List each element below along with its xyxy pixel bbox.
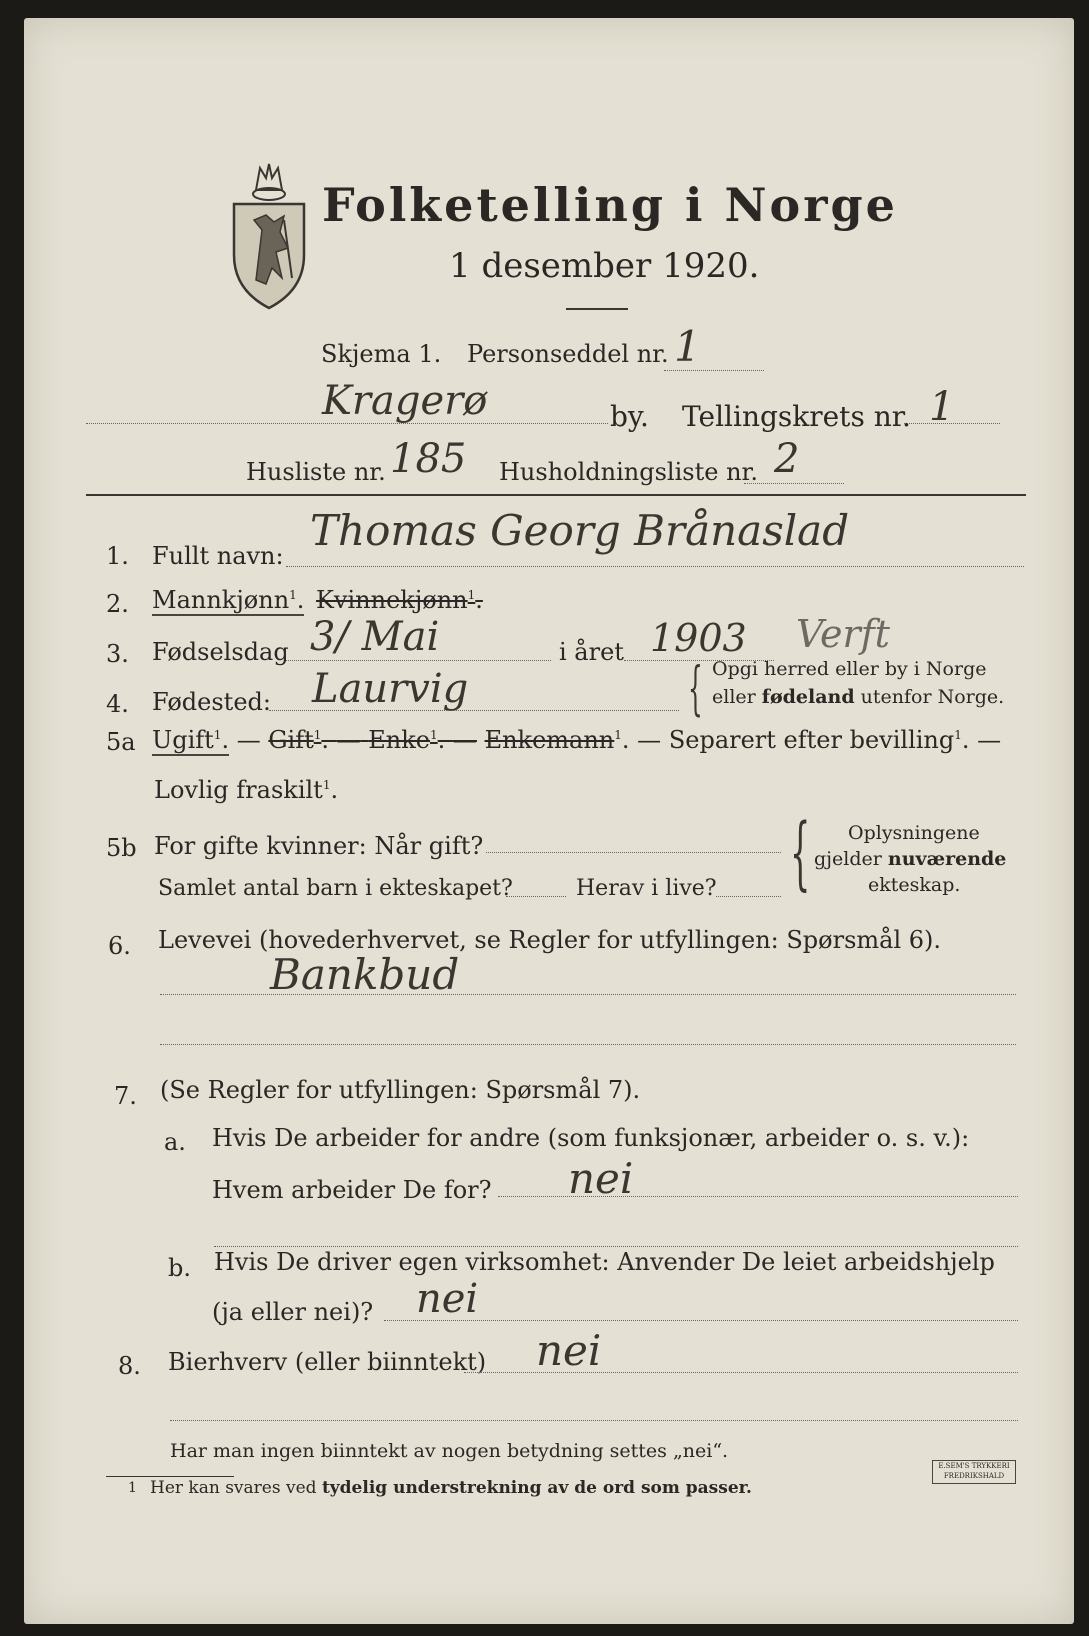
q5b-when-married-label: For gifte kvinner: Når gift?	[154, 832, 484, 860]
q4-label: Fødested:	[152, 688, 271, 716]
town-line	[86, 423, 608, 424]
footnote-mark: 1	[128, 1480, 137, 1496]
q7-label: (Se Regler for utfyllingen: Spørsmål 7).	[160, 1076, 641, 1104]
q5a-enkemann-option: Enkemann	[484, 726, 615, 754]
q2-female-option: Kvinnekjønn$^1$.	[316, 586, 483, 614]
q5b-note-line1: Oplysningene	[848, 822, 980, 844]
printer-stamp: E.SEM'S TRYKKERI FREDRIKSHALD	[932, 1460, 1016, 1484]
form-title: Folketelling i Norge	[322, 178, 898, 232]
q7a-text: Hvis De arbeider for andre (som funksjonær, arbeider o. s. v.):	[212, 1124, 970, 1152]
q4-hint-line2: eller fødeland utenfor Norge.	[712, 686, 1005, 708]
q6-number: 6.	[108, 932, 131, 960]
husliste-value: 185	[390, 436, 467, 482]
q2-number: 2.	[106, 590, 129, 618]
q5b-when-married-line	[486, 852, 781, 853]
q8-number: 8.	[118, 1352, 141, 1380]
q5a-ugift-option: Ugift$^1$.	[152, 726, 230, 754]
q7a-question: Hvem arbeider De for?	[212, 1176, 492, 1204]
q4-brace: {	[688, 654, 703, 722]
q5a-fraskilt-option: Lovlig fraskilt$^1$.	[154, 776, 339, 804]
q5b-note-line3: ekteskap.	[868, 874, 961, 896]
q3-margin-note: Verft	[796, 612, 890, 656]
q7b-question: (ja eller nei)?	[212, 1298, 374, 1326]
q2-male-option: Mannkjønn$^1$.	[152, 586, 305, 614]
q3-label: Fødselsdag	[152, 638, 289, 666]
husholdning-line	[744, 483, 844, 484]
schema-label: Skjema 1.	[321, 340, 442, 368]
personseddel-value: 1	[674, 322, 701, 371]
personseddel-line	[664, 370, 764, 371]
q1-line	[286, 566, 1024, 567]
q8-value: nei	[536, 1326, 602, 1375]
q7b-line	[384, 1320, 1018, 1321]
q7b-letter: b.	[168, 1254, 191, 1282]
q3-number: 3.	[106, 640, 129, 668]
q5b-children-label: Samlet antal barn i ekteskapet?	[158, 876, 513, 901]
q6-line1	[160, 994, 1016, 995]
q6-value: Bankbud	[270, 950, 460, 999]
q3-birthday-value: 3/ Mai	[310, 614, 440, 660]
q4-hint-line1: Opgi herred eller by i Norge	[712, 658, 987, 680]
q1-label: Fullt navn:	[152, 542, 284, 570]
q4-number: 4.	[106, 690, 129, 718]
q4-line	[269, 710, 679, 711]
husholdning-value: 2	[774, 436, 800, 482]
q5a-gift-option: Gift$^1$. — Enke$^1$. —	[268, 726, 477, 754]
tellingskrets-label: Tellingskrets nr.	[682, 400, 911, 433]
footer-note: Har man ingen biinntekt av nogen betydning settes „nei“.	[170, 1440, 729, 1462]
q1-value: Thomas Georg Brånaslad	[310, 506, 850, 555]
q7-number: 7.	[114, 1082, 137, 1110]
tellingskrets-line	[904, 423, 1000, 424]
q4-value: Laurvig	[312, 666, 469, 712]
husholdning-label: Husholdningsliste nr.	[499, 458, 758, 486]
q7b-value: nei	[416, 1276, 479, 1322]
q5b-note-line2: gjelder nuværende	[814, 848, 1007, 870]
husliste-label: Husliste nr.	[246, 458, 386, 486]
title-divider	[566, 308, 628, 310]
q5b-alive-line	[716, 896, 781, 897]
q6-label: Levevei (hovederhvervet, se Regler for utfyllingen: Spørsmål 6).	[158, 926, 942, 954]
footnote-divider	[106, 1476, 234, 1477]
census-form	[24, 18, 1074, 1624]
census-date: 1 desember 1920.	[449, 246, 760, 286]
q7b-text: Hvis De driver egen virksomhet: Anvender De leiet arbeidshjelp	[214, 1248, 995, 1276]
q3-birthday-line	[286, 660, 551, 661]
tellingskrets-value: 1	[929, 384, 955, 430]
q7a-line1	[498, 1196, 1018, 1197]
q3-year-label: i året	[559, 638, 624, 666]
q5a-separert-option: Separert efter bevilling	[668, 726, 955, 754]
q3-year-value: 1903	[650, 616, 747, 660]
q6-line2	[160, 1044, 1016, 1045]
q7a-value: nei	[568, 1154, 634, 1203]
q8-line1	[464, 1372, 1018, 1373]
q5b-number: 5b	[106, 834, 137, 862]
q8-label: Bierhverv (eller biinntekt)	[168, 1348, 487, 1376]
q1-number: 1.	[106, 542, 129, 570]
town-value: Kragerø	[322, 378, 488, 424]
q5b-alive-label: Herav i live?	[576, 876, 717, 901]
q5a-options: Ugift$^1$. — Gift$^1$. — Enke$^1$. — Enkemann$^1$. — Separert efter bevilling$^1$. —	[152, 726, 1002, 754]
town-suffix: by.	[610, 400, 649, 433]
footnote-text: Her kan svares ved tydelig understrekning av de ord som passer.	[150, 1478, 752, 1498]
q7a-letter: a.	[164, 1128, 186, 1156]
norwegian-coat-of-arms-icon	[226, 160, 312, 310]
header-divider	[86, 494, 1026, 496]
q5b-children-line	[506, 896, 566, 897]
q5a-number: 5a	[106, 728, 136, 756]
q7a-line2	[214, 1246, 1018, 1247]
personseddel-label: Personseddel nr.	[467, 340, 669, 368]
q8-line2	[170, 1420, 1018, 1421]
q5b-brace: {	[790, 806, 811, 899]
